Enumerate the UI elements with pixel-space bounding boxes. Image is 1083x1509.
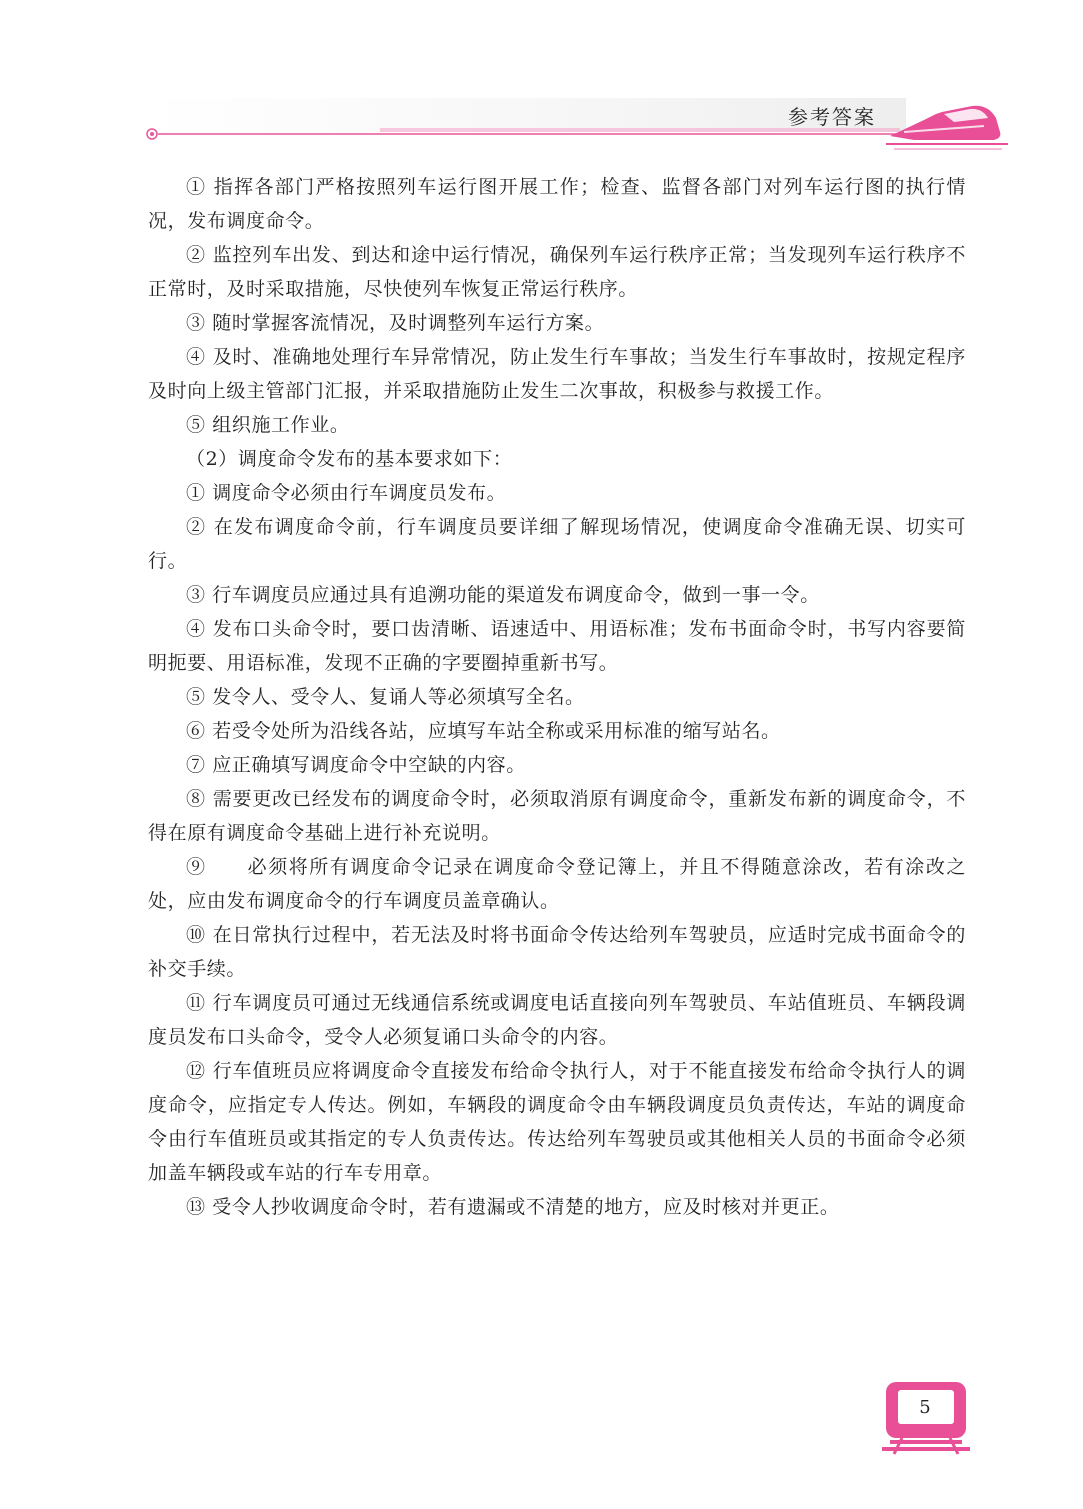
paragraph: ② 在发布调度命令前，行车调度员要详细了解现场情况，使调度命令准确无误、切实可行。 (148, 516, 966, 572)
paragraph: ⑤ 组织施工作业。 (186, 414, 350, 436)
paragraph: ⑫ 行车值班员应将调度命令直接发布给命令执行人，对于不能直接发布给命令执行人的调度命令，应指定专人传达。例如，车辆段的调度命令由车辆段调度员负责传达，车站的调度命令由行车值班员或其指定的专人负责传达。传达给列车驾驶员或其他相关人员的书面命令必须加盖车辆段或车站的行车专用章。 (148, 1060, 966, 1184)
paragraph: ⑨ 必须将所有调度命令记录在调度命令登记簿上，并且不得随意涂改，若有涂改之处，应由发布调度命令的行车调度员盖章确认。 (148, 856, 966, 912)
paragraph: ③ 行车调度员应通过具有追溯功能的渠道发布调度命令，做到一事一令。 (186, 584, 820, 606)
answer-body (148, 170, 966, 1224)
paragraph: ⑥ 若受令处所为沿线各站，应填写车站全称或采用标准的缩写站名。 (186, 720, 781, 742)
paragraph: ② 监控列车出发、到达和途中运行情况，确保列车运行秩序正常；当发现列车运行秩序不正常时，及时采取措施，尽快使列车恢复正常运行秩序。 (148, 244, 966, 300)
page-number: 5 (919, 1397, 931, 1418)
paragraph: ⑬ 受令人抄收调度命令时，若有遗漏或不清楚的地方，应及时核对并更正。 (186, 1196, 840, 1218)
paragraph: ① 调度命令必须由行车调度员发布。 (186, 482, 507, 504)
paragraph: ⑪ 行车调度员可通过无线通信系统或调度电话直接向列车驾驶员、车站值班员、车辆段调度员发布口头命令，受令人必须复诵口头命令的内容。 (148, 992, 966, 1048)
paragraph: ① 指挥各部门严格按照列车运行图开展工作；检查、监督各部门对列车运行图的执行情况，发布调度命令。 (148, 176, 966, 232)
paragraph: ④ 发布口头命令时，要口齿清晰、语速适中、用语标准；发布书面命令时，书写内容要简明扼要、用语标准，发现不正确的字要圈掉重新书写。 (148, 618, 966, 674)
paragraph: ⑩ 在日常执行过程中，若无法及时将书面命令传达给列车驾驶员，应适时完成书面命令的补交手续。 (148, 924, 966, 980)
paragraph: ⑤ 发令人、受令人、复诵人等必须填写全名。 (186, 686, 585, 708)
paragraph: ④ 及时、准确地处理行车异常情况，防止发生行车事故；当发生行车事故时，按规定程序及时向上级主管部门汇报，并采取措施防止发生二次事故，积极参与救援工作。 (148, 346, 966, 402)
train-front-icon (880, 1380, 972, 1456)
paragraph: ⑧ 需要更改已经发布的调度命令时，必须取消原有调度命令，重新发布新的调度命令，不得在原有调度命令基础上进行补充说明。 (148, 788, 966, 844)
paragraph: ③ 随时掌握客流情况，及时调整列车运行方案。 (186, 312, 605, 334)
section-heading: （2）调度命令发布的基本要求如下： (186, 448, 513, 470)
header-title: 参考答案 (788, 105, 876, 129)
train-icon (884, 92, 1014, 152)
paragraph: ⑦ 应正确填写调度命令中空缺的内容。 (186, 754, 526, 776)
